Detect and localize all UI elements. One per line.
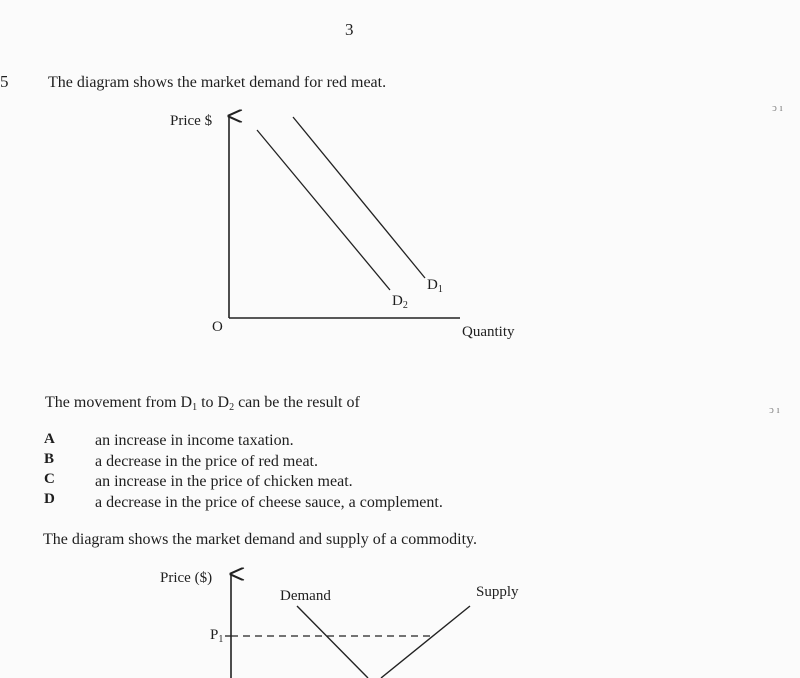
question-number: 5 [0, 72, 9, 91]
curve-label-d1: $D_1$ [427, 277, 443, 295]
supply-curve [381, 606, 470, 678]
y-axis-label: Price $ [170, 113, 213, 129]
margin-mark: ↄ ı [772, 102, 783, 114]
question-stem: The diagram shows the market demand for red meat. [48, 74, 387, 91]
y-axis-label-2: Price ($) [160, 570, 213, 586]
p1-label: $P_1$ [210, 627, 224, 645]
option-c-letter: C [44, 471, 55, 487]
supply-label: Supply [476, 584, 519, 600]
option-d-text: a decrease in the price of cheese sauce, a complement. [95, 494, 443, 511]
option-a-letter: A [44, 431, 55, 447]
option-a-text: an increase in income taxation. [95, 432, 294, 449]
question-prompt: The movement from $D_1$ to $D_2$ can be the result of [45, 394, 360, 413]
option-c-text: an increase in the price of chicken meat. [95, 473, 353, 490]
option-d-letter: D [44, 491, 55, 507]
demand-label: Demand [280, 588, 331, 604]
page-number: 3 [345, 20, 354, 39]
curve-label-d2: $D_2$ [392, 293, 408, 311]
question-6-stem: The diagram shows the market demand and supply of a commodity. [43, 531, 477, 548]
option-b-text: a decrease in the price of red meat. [95, 453, 318, 470]
demand-curve [297, 606, 368, 678]
origin-label: O [212, 319, 223, 335]
x-axis-label: Quantity [462, 324, 515, 340]
margin-mark: ↄ ı [769, 404, 780, 416]
option-b-letter: B [44, 451, 55, 467]
